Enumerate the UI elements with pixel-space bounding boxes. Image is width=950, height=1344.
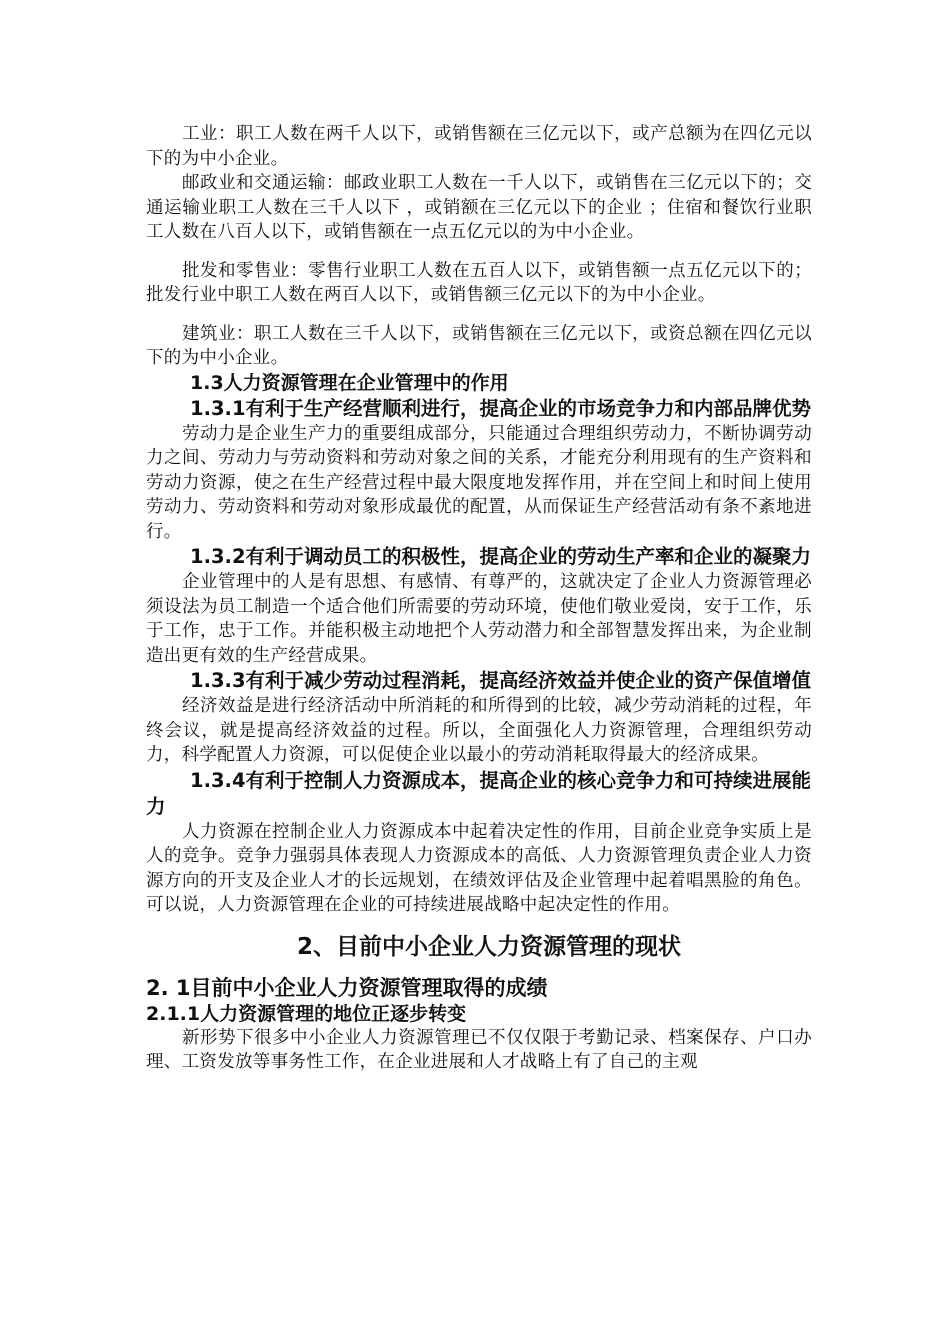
heading-1-3-1: 1.3.1有利于生产经营顺利进行，提高企业的市场竞争力和内部品牌优势 <box>190 396 812 420</box>
heading-1-3: 1.3人力资源管理在企业管理中的作用 <box>190 371 509 394</box>
heading-2-1: 2. 1目前中小企业人力资源管理取得的成绩 <box>146 975 548 1000</box>
paragraph-construction: 建筑业：职工人数在三千人以下，或销售额在三亿元以下，或资总额在四亿元以下的为中小企业。 <box>146 323 812 368</box>
paragraph-industry: 工业：职工人数在两千人以下，或销售额在三亿元以下，或产总额为在四亿元以下的为中小企业。 <box>146 124 812 169</box>
document-page <box>146 122 812 1075</box>
heading-section-2: 2、目前中小企业人力资源管理的现状 <box>296 933 681 960</box>
paragraph-postal: 邮政业和交通运输：邮政业职工人数在一千人以下，或销售在三亿元以下的；交通运输业职工人数在三千人以下 ，或销额在三亿元以下的企业 ；住宿和餐饮行业职工人数在八百人以下，或销售额在一点五亿元以的为中小企业。 <box>146 173 812 242</box>
heading-2-1-1: 2.1.1人力资源管理的地位正逐步转变 <box>146 1002 467 1025</box>
paragraph-1-3-3: 经济效益是进行经济活动中所消耗的和所得到的比较，减少劳动消耗的过程，年终会议，就是提高经济效益的过程。所以，全面强化人力资源管理，合理组织劳动力，科学配置人力资源，可以促使企业以最小的劳动消耗取得最大的经济成果。 <box>146 696 812 765</box>
paragraph-retail: 批发和零售业：零售行业职工人数在五百人以下，或销售额一点五亿元以下的；批发行业中职工人数在两百人以下，或销售额三亿元以下的为中小企业。 <box>146 260 812 305</box>
heading-1-3-2: 1.3.2有利于调动员工的积极性，提高企业的劳动生产率和企业的凝聚力 <box>190 545 812 568</box>
paragraph-1-3-4: 人力资源在控制企业人力资源成本中起着决定性的作用，目前企业竞争实质上是人的竞争。竞争力强弱具体表现人力资源成本的高低、人力资源管理负责企业人力资源方向的开支及企业人才的长远规划，在绩效评估及企业管理中起着唱黑脸的角色。可以说，人力资源管理在企业的可持续进展战略中起决定性的作用。 <box>146 821 812 915</box>
paragraph-1-3-1: 劳动力是企业生产力的重要组成部分，只能通过合理组织劳动力，不断协调劳动力之间、劳动力与劳动资料和劳动对象之间的关系，才能充分利用现有的生产资料和劳动力资源，使之在生产经营过程中最大限度地发挥作用，并在空间上和时间上使用劳动力、劳动资料和劳动对象形成最优的配置，从而保证生产经营活动有条不紊地进行。 <box>146 423 812 542</box>
heading-1-3-3: 1.3.3有利于减少劳动过程消耗，提高经济效益并使企业的资产保值增值 <box>190 669 812 692</box>
heading-1-3-4: 1.3.4有利于控制人力资源成本，提高企业的核心竞争力和可持续进展能力 <box>146 768 812 818</box>
paragraph-1-3-2: 企业管理中的人是有思想、有感情、有尊严的，这就决定了企业人力资源管理必须设法为员工制造一个适合他们所需要的劳动环境，使他们敬业爱岗，安于工作，乐于工作，忠于工作。并能积极主动地把个人劳动潜力和全部智慧发挥出来，为企业制造出更有效的生产经营成果。 <box>146 572 812 666</box>
paragraph-2-1-1: 新形势下很多中小企业人力资源管理已不仅仅限于考勤记录、档案保存、户口办理、工资发放等事务性工作，在企业进展和人才战略上有了自己的主观 <box>146 1027 812 1072</box>
